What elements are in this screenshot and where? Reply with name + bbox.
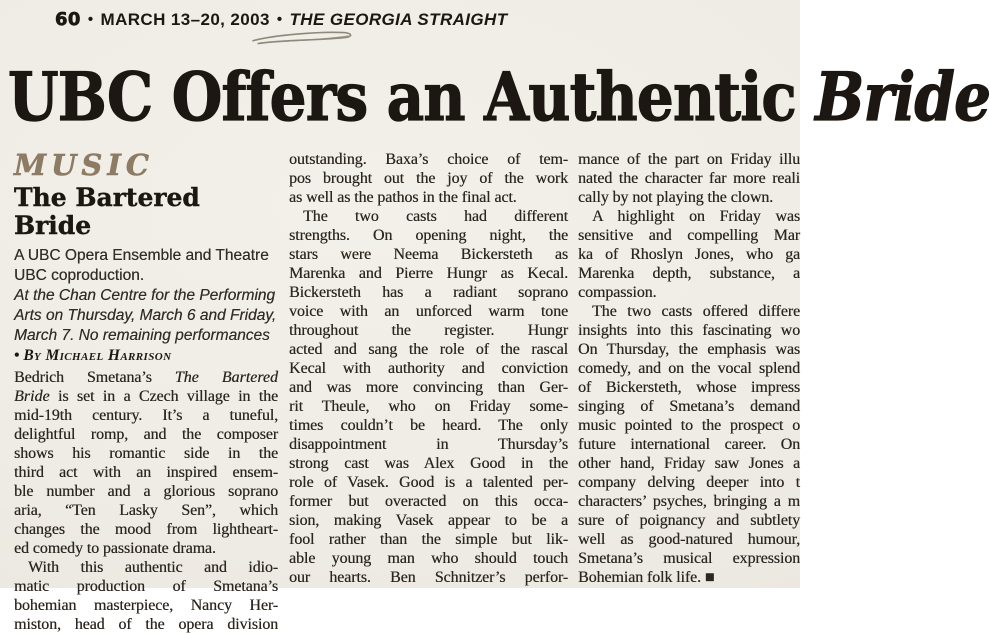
- credit-line: UBC coproduction.: [14, 267, 145, 284]
- headline-italic: Bride: [815, 58, 990, 136]
- body-line: voice with an unforced warm tone: [289, 303, 568, 320]
- body-line: company delving deeper into t: [578, 474, 800, 491]
- body-line: Bickersteth has a radiant soprano: [289, 284, 568, 301]
- body-line: shows his romantic side in the: [14, 445, 278, 462]
- column-right: [578, 150, 800, 587]
- body-line: times couldn’t be heard. The only: [289, 417, 568, 434]
- venue-line: Arts on Thursday, March 6 and Friday,: [14, 307, 277, 324]
- body-line: miston, head of the opera division: [14, 616, 278, 633]
- body-line: stars were Neema Bickersteth as: [289, 246, 568, 263]
- venue-line: March 7. No remaining performances: [14, 327, 270, 344]
- body-line: Smetana’s musical expression: [578, 550, 800, 567]
- body-line: compassion.: [578, 284, 657, 301]
- venue-line: At the Chan Centre for the Performing: [14, 287, 276, 304]
- body-line: Marenka and Pierre Hungr as Kecal.: [289, 265, 568, 282]
- body-line: delightful romp, and the composer: [14, 426, 278, 443]
- body-line: throughout the register. Hungr: [289, 322, 568, 339]
- body-line: of Bickersteth, whose impress: [578, 379, 800, 396]
- body-line: able young man who should touch: [289, 550, 568, 567]
- body-line: Kecal with authority and conviction: [289, 360, 568, 377]
- body-line: sure of poignancy and subtlety: [578, 512, 800, 529]
- body-line: ble number and a glorious soprano: [14, 483, 278, 500]
- body-line: our hearts. Ben Schnitzer’s perfor-: [289, 569, 568, 586]
- body-line: Marenka depth, substance, a: [578, 265, 800, 282]
- headline: [8, 58, 990, 136]
- body-line: sensitive and compelling Mar: [578, 227, 800, 244]
- body-line: characters’ psyches, bringing a m: [578, 493, 800, 510]
- venue-note: [14, 286, 278, 346]
- body-line: as well as the pathos in the final act.: [289, 189, 517, 206]
- body-line: and was more convincing than Ger-: [289, 379, 568, 396]
- body-line: insights into this fascinating wo: [578, 322, 800, 339]
- body-line: With this authentic and idio-: [28, 559, 278, 576]
- body-line: Bride is set in a Czech village in the: [14, 388, 278, 405]
- body-line: third act with an inspired ensem-: [14, 464, 278, 481]
- body-line: former but overacted on this occa-: [289, 493, 568, 510]
- body-line: The two casts had different: [303, 208, 568, 225]
- byline-bullet: •: [14, 347, 20, 364]
- article-body-left: [14, 368, 278, 634]
- separator-dot: •: [87, 11, 94, 28]
- body-line: singing of Smetana’s demand: [578, 398, 800, 415]
- byline-author: By Michael Harrison: [23, 347, 172, 364]
- body-line: disappointment in Thursday’s: [289, 436, 568, 453]
- body-line: other hand, Friday saw Jones a: [578, 455, 800, 472]
- headline-regular: UBC Offers an Authentic: [8, 58, 816, 136]
- body-line: rit Theule, who on Friday some-: [289, 398, 568, 415]
- body-line: Bohemian folk life. ■: [578, 569, 715, 586]
- body-line: role of Vasek. Good is a talented per-: [289, 474, 568, 491]
- body-line: The two casts offered differe: [592, 303, 800, 320]
- body-line: mance of the part on Friday illu: [578, 151, 800, 168]
- byline: [14, 346, 278, 366]
- body-line: acted and sang the role of the rascal: [289, 341, 568, 358]
- issue-date: MARCH 13–20, 2003: [100, 10, 270, 29]
- body-line: well as good-natured humour,: [578, 531, 800, 548]
- body-line: sion, making Vasek appear to be a: [289, 512, 568, 529]
- body-line: ka of Rhoslyn Jones, who ga: [578, 246, 800, 263]
- body-line: mid-19th century. It’s a tuneful,: [14, 407, 278, 424]
- body-line: outstanding. Baxa’s choice of tem-: [289, 151, 568, 168]
- body-line: ed comedy to passionate drama.: [14, 540, 216, 557]
- publication-name: THE GEORGIA STRAIGHT: [289, 10, 508, 29]
- body-line: cally by not playing the clown.: [578, 189, 774, 206]
- body-line: aria, “Ten Lasky Sen”, which: [14, 502, 278, 519]
- credit-line: A UBC Opera Ensemble and Theatre: [14, 247, 269, 264]
- body-line: On Thursday, the emphasis was: [578, 341, 800, 358]
- body-line: pos brought out the joy of the work: [289, 170, 568, 187]
- body-line: fool rather than the simple but lik-: [289, 531, 568, 548]
- page-header: [55, 9, 508, 30]
- body-line: strengths. On opening night, the: [289, 227, 568, 244]
- body-line: bohemian masterpiece, Nancy Her-: [14, 597, 278, 614]
- scribble-underline-icon: [250, 28, 355, 48]
- body-line: comedy, and on the vocal splend: [578, 360, 800, 377]
- page-number: 60: [55, 9, 81, 30]
- article-title: The Bartered Bride: [14, 183, 200, 240]
- column-middle: [289, 150, 568, 587]
- body-line: Bedrich Smetana’s The Bartered: [14, 369, 278, 386]
- column-left: [14, 150, 278, 634]
- body-line: strong cast was Alex Good in the: [289, 455, 568, 472]
- body-line: future international career. On: [578, 436, 800, 453]
- body-line: changes the mood from lightheart-: [14, 521, 278, 538]
- separator-dot: •: [276, 11, 283, 28]
- section-label: MUSIC: [14, 148, 154, 182]
- body-line: A highlight on Friday was: [592, 208, 800, 225]
- body-line: matic production of Smetana’s: [14, 578, 278, 595]
- body-line: nated the character far more reali: [578, 170, 800, 187]
- production-credit: [14, 246, 278, 286]
- body-line: music pointed to the prospect o: [578, 417, 800, 434]
